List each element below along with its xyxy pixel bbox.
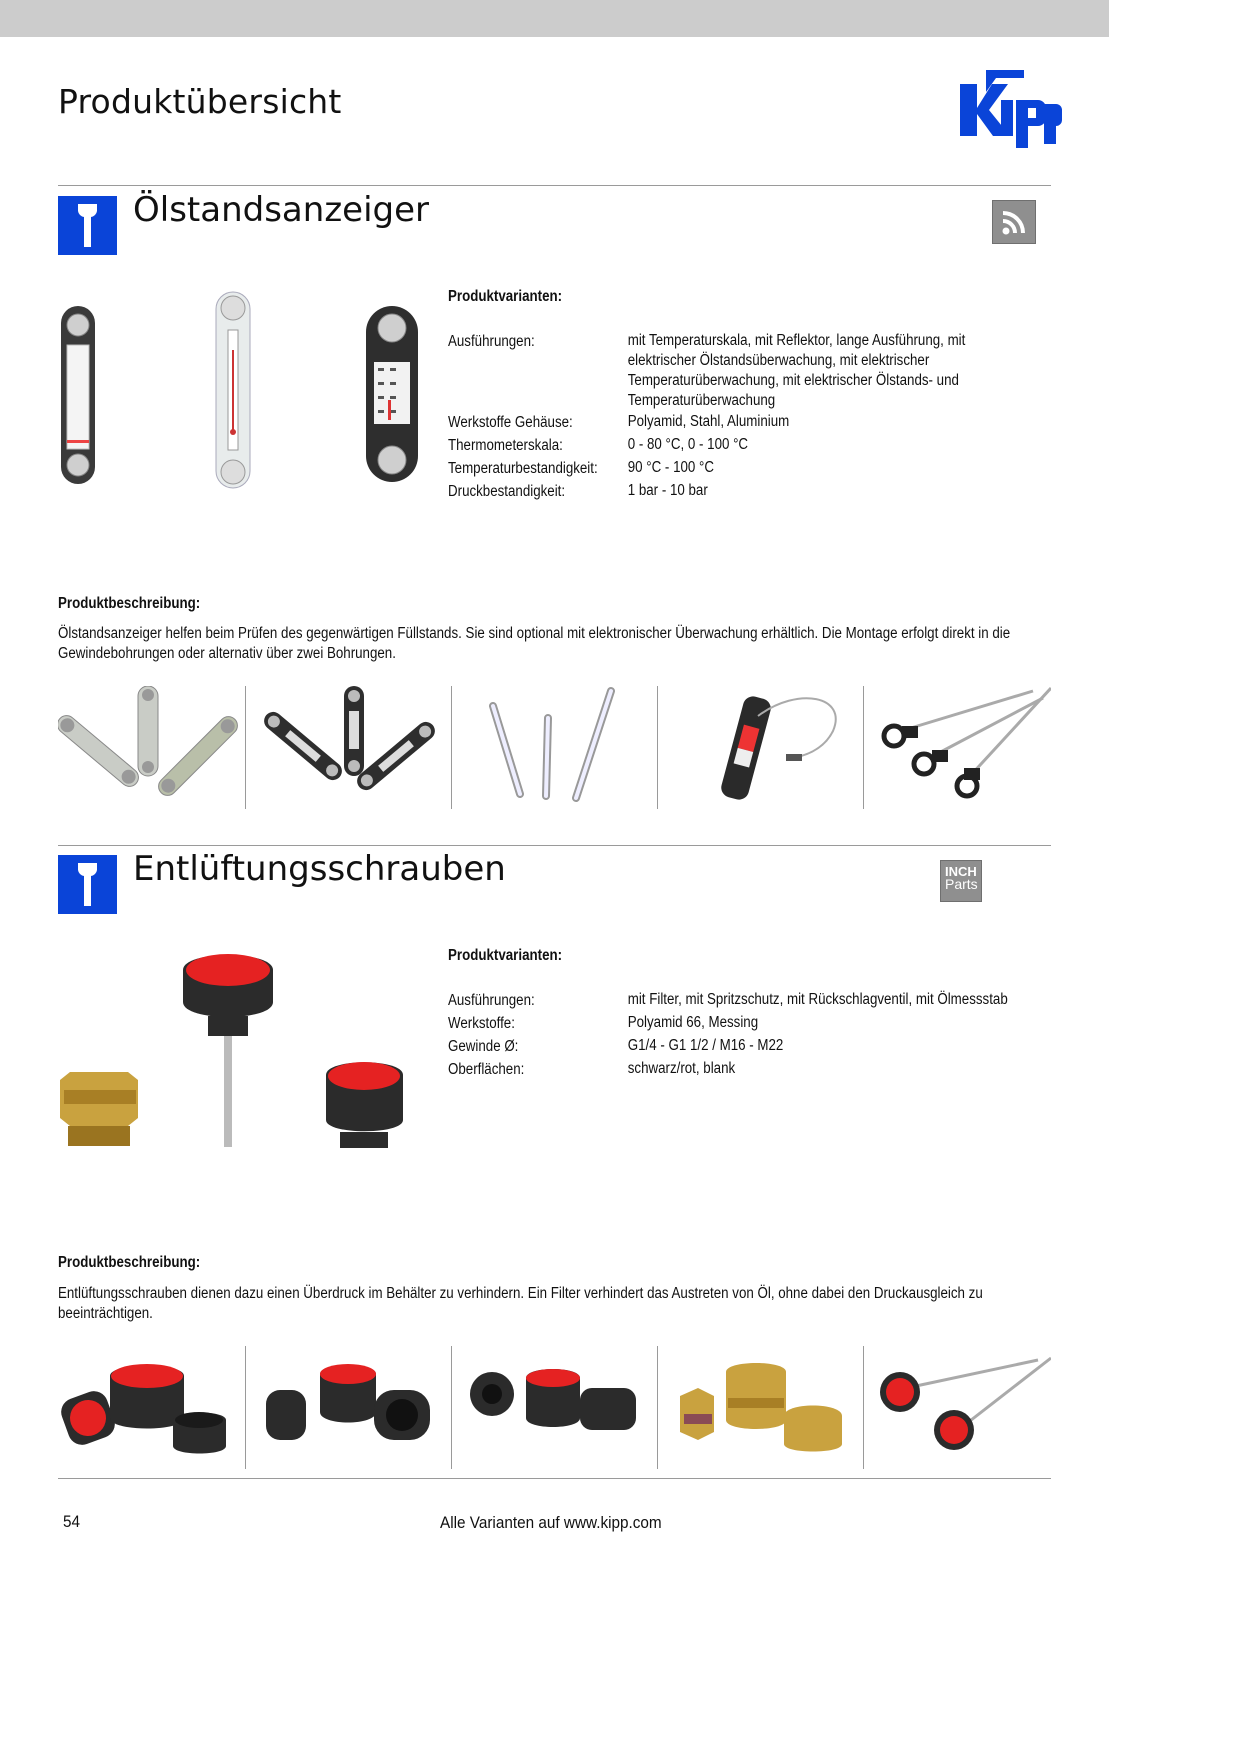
thumbnail-aluminium-gauges — [58, 686, 241, 799]
thumbnail-electric-gauge — [719, 694, 836, 802]
thumbnail-black-gauges — [260, 686, 438, 794]
section-title: Ölstandsanzeiger — [133, 190, 430, 230]
spec-row — [448, 330, 1041, 411]
inch-parts-badge[interactable] — [940, 860, 982, 902]
spec-value: Polyamid, Stahl, Aluminium — [627, 413, 790, 430]
spec-value: 0 - 80 °C, 0 - 100 °C — [627, 436, 749, 453]
thumbnail-red-dipsticks — [880, 1358, 1051, 1450]
thumbnail-strip — [58, 686, 1051, 809]
spec-key: Druckbestandigkeit: — [448, 483, 566, 500]
spec-value: 1 bar - 10 bar — [627, 482, 708, 499]
spec-table — [448, 330, 1041, 503]
spec-key: Werkstoffe Gehäuse: — [448, 414, 573, 431]
dipstick-icon — [58, 196, 117, 255]
thumbnail-black-red-breathers — [58, 1364, 226, 1454]
spec-row — [448, 411, 1041, 434]
breather-dipstick — [183, 954, 273, 1147]
spec-value: mit Temperaturskala, mit Reflektor, lange Ausführung, mit elektrischer Ölstandsüberwachung, mit elektrischer Temperaturüberwachung, mit elektrischer Ölstands- und Temperaturüberwachung — [627, 332, 966, 409]
thumbnail-strip — [58, 1346, 1051, 1469]
description-text: Ölstandsanzeiger helfen beim Prüfen des gegenwärtigen Füllstands. Sie sind optional mit elektronischer Überwachung erhältlich. Die Montage erfolgt direkt in die Gewindebohrungen oder alternativ über zwei Bohrungen. — [58, 625, 1011, 662]
oil-gauge-hero-images — [58, 290, 418, 490]
spec-value: schwarz/rot, blank — [627, 1060, 736, 1077]
badge-line-2: Parts — [945, 876, 978, 892]
spec-key: Thermometerskala: — [448, 437, 563, 454]
description-label: Produktbeschreibung: — [58, 595, 201, 612]
variants-label: Produktvarianten: — [448, 288, 563, 305]
kipp-logo — [956, 66, 1064, 148]
thumbnail-dipsticks — [884, 688, 1051, 796]
dipstick-icon — [58, 855, 117, 914]
spec-key: Oberflächen: — [448, 1061, 525, 1078]
variants-label: Produktvarianten: — [448, 947, 563, 964]
spec-table — [448, 989, 1041, 1081]
spec-value: Polyamid 66, Messing — [627, 1014, 759, 1031]
thumbnail-brass-breathers — [680, 1363, 842, 1452]
spec-value: G1/4 - G1 1/2 / M16 - M22 — [627, 1037, 784, 1054]
spec-row — [448, 480, 1041, 503]
spec-value: mit Filter, mit Spritzschutz, mit Rückschlagventil, mit Ölmessstab — [627, 991, 1008, 1008]
spec-row — [448, 434, 1041, 457]
spec-key: Gewinde Ø: — [448, 1038, 519, 1055]
thumbnail-breathers-2 — [266, 1364, 430, 1440]
breather-brass — [60, 1072, 138, 1146]
spec-row — [448, 457, 1041, 480]
breather-hero-images — [58, 950, 418, 1155]
page-number: 54 — [63, 1512, 81, 1531]
oil-gauge-thermometer — [216, 292, 250, 488]
description-label: Produktbeschreibung: — [58, 1254, 201, 1271]
section-icon — [58, 855, 117, 914]
breather-red-cap — [326, 1062, 403, 1148]
spec-key: Werkstoffe: — [448, 1015, 515, 1032]
section-title: Entlüftungsschrauben — [133, 849, 506, 889]
oil-gauge-reflector — [366, 306, 418, 482]
spec-row — [448, 1012, 1041, 1035]
oil-gauge-black — [61, 306, 95, 484]
spec-key: Ausführungen: — [448, 992, 535, 1009]
section-divider — [58, 845, 1051, 846]
spec-key: Temperaturbestandigkeit: — [448, 460, 598, 477]
section-icon — [58, 196, 117, 255]
spec-key: Ausführungen: — [448, 333, 535, 350]
thumbnail-breathers-3 — [470, 1369, 636, 1430]
section-divider — [58, 185, 1051, 186]
page-title: Produktübersicht — [58, 82, 342, 121]
badge-line-1: INCH — [945, 864, 977, 879]
rss-badge[interactable] — [992, 200, 1036, 244]
thumbnail-long-tubes — [493, 691, 611, 798]
spec-row — [448, 1058, 1041, 1081]
rss-icon — [993, 201, 1035, 243]
spec-value: 90 °C - 100 °C — [627, 459, 714, 476]
spec-row — [448, 1035, 1041, 1058]
spec-row — [448, 989, 1041, 1012]
footer-divider — [58, 1478, 1051, 1479]
footer-link-text[interactable]: Alle Varianten auf www.kipp.com — [440, 1513, 662, 1532]
description-text: Entlüftungsschrauben dienen dazu einen Überdruck im Behälter zu verhindern. Ein Filter verhindert das Austreten von Öl, ohne dabei den Druckausgleich zu beeinträchtigen. — [58, 1285, 983, 1322]
top-bar — [0, 0, 1109, 37]
